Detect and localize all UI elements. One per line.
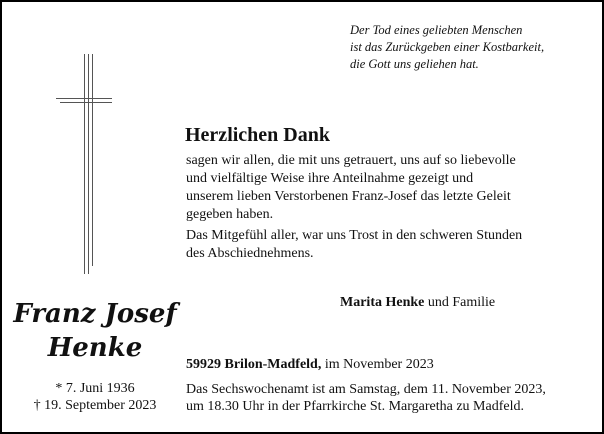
signer-suffix: und Familie [424,295,496,310]
death-date: † 19. September 2023 [33,398,157,413]
quote-line: Der Tod eines geliebten Menschen [350,23,523,37]
deceased-last-name: Henke [47,333,143,363]
paragraph-line: sagen wir allen, die mit uns getrauert, uns auf so liebevolle [186,153,516,168]
paragraph-line: Das Mitgefühl aller, war uns Trost in den schweren Stunden [186,228,523,243]
paragraph-line: und vielfältige Weise ihre Anteilnahme gezeigt und [186,171,474,186]
place-and-date [186,357,434,373]
signer [340,295,495,311]
mass-notice [186,381,546,415]
deceased-name [2,297,188,365]
deceased-first-name: Franz Josef [13,299,177,329]
paragraph-line: gegeben haben. [186,207,274,222]
signer-name: Marita Henke [340,295,425,310]
paragraph-line: des Abschiednehmens. [186,246,314,261]
place-location: 59929 Brilon-Madfeld, [186,357,322,372]
quote-line: ist das Zurückgeben einer Kostbarkeit, [350,40,545,54]
thanks-paragraph [186,152,516,224]
quote [350,22,544,73]
paragraph-line: unserem lieben Verstorbenen Franz-Josef das letzte Geleit [186,189,511,204]
notice-line: um 18.30 Uhr in der Pfarrkirche St. Margaretha zu Madfeld. [186,399,524,414]
sympathy-paragraph [186,227,522,263]
life-dates [2,380,188,414]
cross-icon [56,54,112,274]
heading: Herzlichen Dank [185,124,330,146]
notice-line: Das Sechswochenamt ist am Samstag, dem 11. November 2023, [186,382,546,397]
place-date: im November 2023 [321,357,434,372]
birth-date: * 7. Juni 1936 [55,381,135,396]
quote-line: die Gott uns geliehen hat. [350,57,479,71]
